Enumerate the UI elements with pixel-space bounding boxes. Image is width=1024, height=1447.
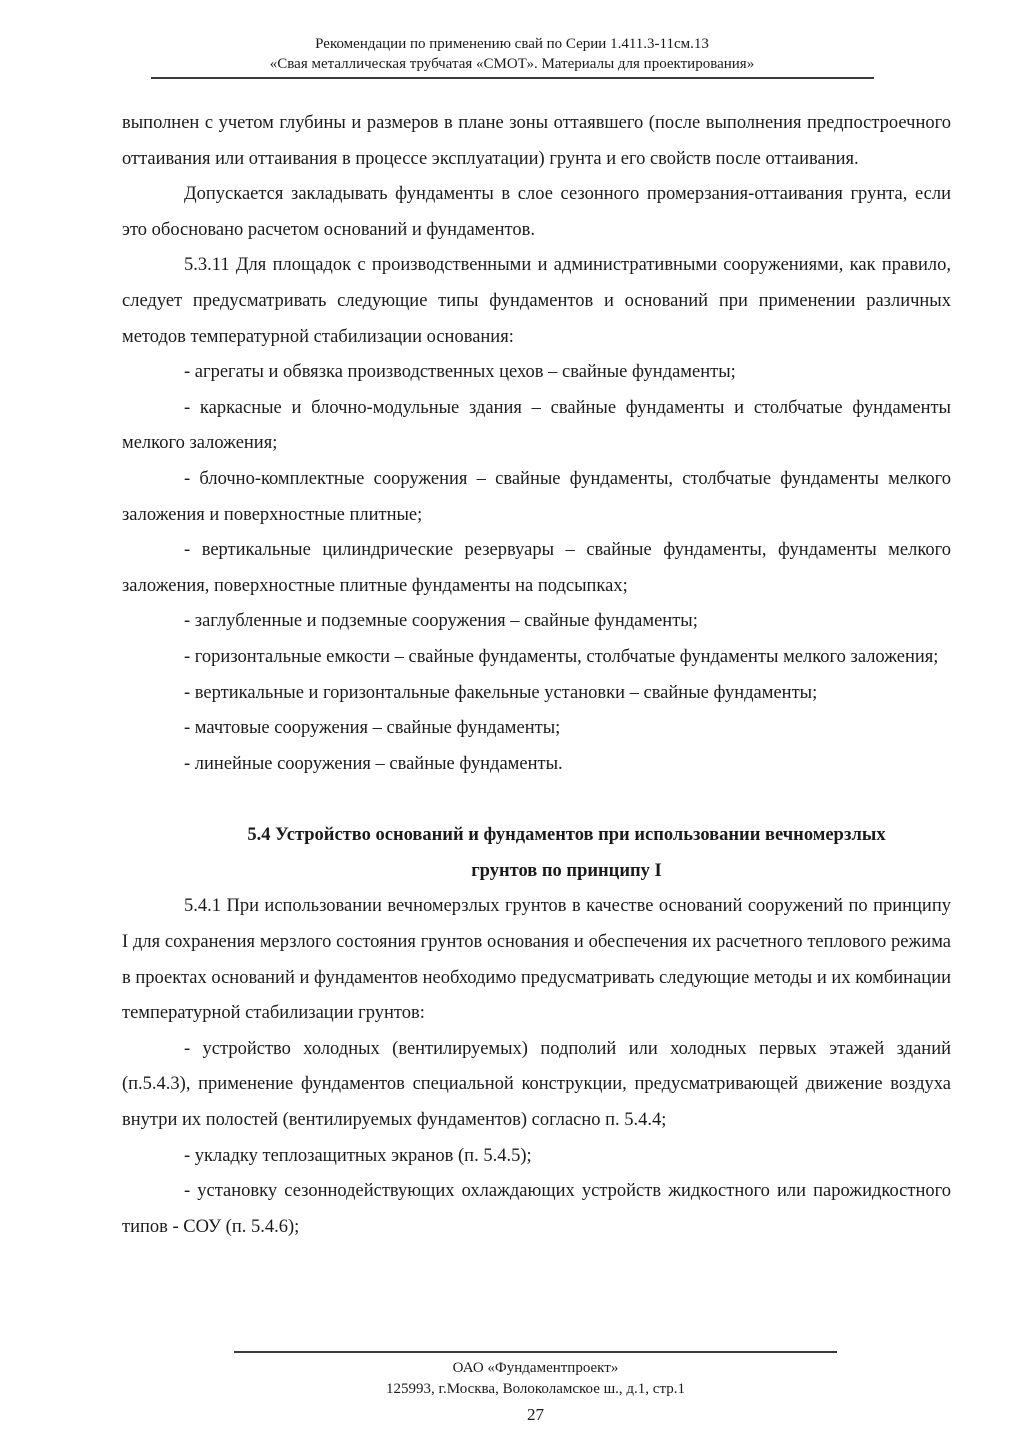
section-heading-line-1: 5.4 Устройство оснований и фундаментов при использовании вечномерзлых [247,825,886,846]
footer-address: 125993, г.Москва, Волоколамское ш., д.1, стр.1 [386,1381,685,1397]
list-item: - блочно-комплектные сооружения – свайные фундаменты, столбчатые фундаменты мелкого заложения и поверхностные плитные; [122,468,951,525]
footer-organization: ОАО «Фундаментпроект» [452,1360,619,1376]
page-footer [234,1358,837,1427]
list-item: - вертикальные цилиндрические резервуары – свайные фундаменты, фундаменты мелкого заложения, поверхностные плитные фундаменты на подсыпках; [122,540,951,596]
paragraph-5-4-1: 5.4.1 При использовании вечномерзлых грунтов в качестве оснований сооружений по принципу I для сохранения мерзлого состояния грунтов основания и обеспечения их расчетного теплового режима в проектах оснований и фундаментов необходимо предусматривать следующие методы и их комбинации температурной стабилизации грунтов: [122,896,951,1024]
list-item: - мачтовые сооружения – свайные фундаменты; [184,718,561,739]
footer-divider [234,1351,837,1353]
list-item: - линейные сооружения – свайные фундаменты. [184,753,563,774]
paragraph-5-3-11: 5.3.11 Для площадок с производственными и административными сооружениями, как правило, следует предусматривать следующие типы фундаментов и оснований при применении различных методов температурной стабилизации основания: [122,255,951,347]
list-item: - установку сезоннодействующих охлаждающих устройств жидкостного или парожидкостного типов - СОУ (п. 5.4.6); [122,1181,951,1237]
list-item: - агрегаты и обвязка производственных цехов – свайные фундаменты; [184,362,736,383]
section-heading-5-4 [122,782,951,889]
page-header [150,34,874,74]
list-item: - заглубленные и подземные сооружения – свайные фундаменты; [184,611,698,632]
document-body [122,106,951,1245]
list-item: - каркасные и блочно-модульные здания – свайные фундаменты и столбчатые фундаменты мелкого заложения; [122,397,951,454]
paragraph: Допускается закладывать фундаменты в слое сезонного промерзания-оттаивания грунта, если это обосновано расчетом оснований и фундаментов. [122,184,951,240]
header-line-2: «Свая металлическая трубчатая «СМОТ». Материалы для проектирования» [269,56,755,72]
header-divider [151,77,874,79]
list-item: - горизонтальные емкости – свайные фундаменты, столбчатые фундаменты мелкого заложения; [184,646,939,667]
section-heading-line-2: грунтов по принципу I [471,860,662,881]
header-line-1: Рекомендации по применению свай по Серии 1.411.3-11см.13 [315,36,709,52]
list-item: - укладку теплозащитных экранов (п. 5.4.5); [184,1145,532,1166]
page-number: 27 [527,1405,544,1424]
paragraph-continuation: выполнен с учетом глубины и размеров в плане зоны оттаявшего (после выполнения предпостроечного оттаивания или оттаивания в процессе эксплуатации) грунта и его свойств после оттаивания. [122,113,951,169]
list-item: - вертикальные и горизонтальные факельные установки – свайные фундаменты; [184,682,818,703]
list-item: - устройство холодных (вентилируемых) подполий или холодных первых этажей зданий (п.5.4.3), применение фундаментов специальной конструкции, предусматривающей движение воздуха внутри их полостей (вентилируемых фундаментов) согласно п. 5.4.4; [122,1038,951,1131]
